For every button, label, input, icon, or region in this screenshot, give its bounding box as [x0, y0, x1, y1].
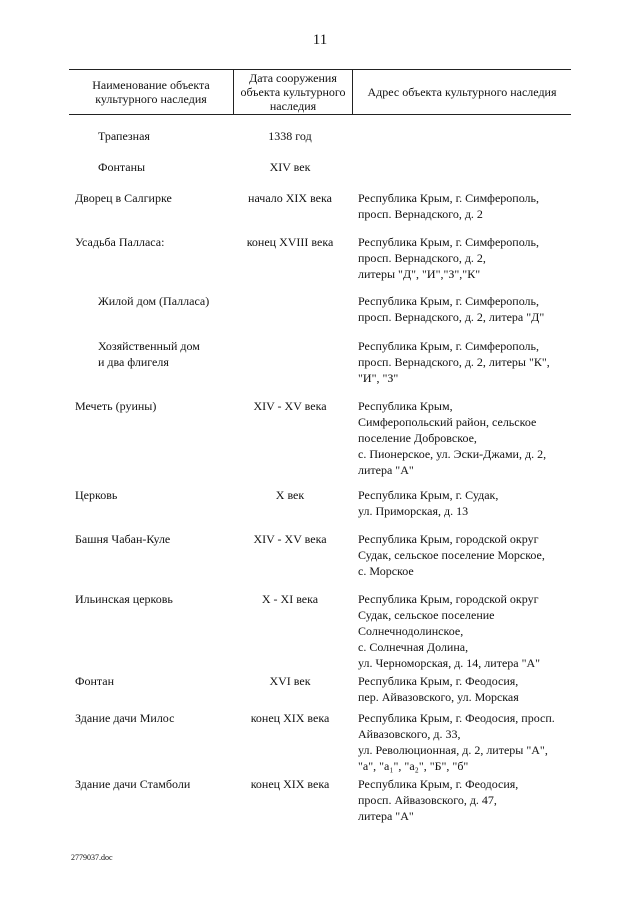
- address-line: просп. Вернадского, д. 2, литера "Д": [358, 310, 545, 324]
- header-date-column: [235, 71, 351, 113]
- header-date-line: Дата сооружения: [249, 71, 337, 85]
- object-address: [358, 398, 578, 478]
- object-name-line: Хозяйственный дом: [98, 339, 200, 353]
- address-line: Республика Крым, г. Симферополь,: [358, 191, 539, 205]
- address-line: Республика Крым,: [358, 399, 453, 413]
- address-line: литера "А": [358, 463, 414, 477]
- object-name: Ильинская церковь: [75, 592, 173, 606]
- header-address-column: [354, 85, 570, 99]
- address-line: ул. Черноморская, д. 14, литера "А": [358, 656, 541, 670]
- object-name: Дворец в Салгирке: [75, 191, 172, 205]
- construction-date: XVI век: [269, 674, 311, 688]
- object-address: [358, 487, 578, 519]
- page-number: 11: [312, 32, 328, 48]
- address-line: Судак, сельское поселение Морское,: [358, 548, 545, 562]
- construction-date: XIV век: [269, 160, 311, 174]
- construction-date: X век: [275, 488, 305, 502]
- object-name-line: и два флигеля: [98, 355, 169, 369]
- address-line: Республика Крым, г. Симферополь,: [358, 339, 539, 353]
- address-line: литеры "Д", "И","З","К": [358, 267, 481, 281]
- address-line: ул. Приморская, д. 13: [358, 504, 469, 518]
- construction-date: 1338 год: [268, 129, 312, 143]
- address-line: Солнечнодолинское,: [358, 624, 464, 638]
- address-line: Судак, сельское поселение: [358, 608, 495, 622]
- address-line: Республика Крым, г. Симферополь,: [358, 294, 539, 308]
- header-column-separator: [233, 69, 234, 114]
- address-line: Республика Крым, г. Судак,: [358, 488, 499, 502]
- address-line: с. Морское: [358, 564, 414, 578]
- address-line: просп. Вернадского, д. 2,: [358, 251, 486, 265]
- object-name: Здание дачи Стамболи: [75, 777, 191, 791]
- address-line: ул. Революционная, д. 2, литеры "А",: [358, 743, 548, 757]
- address-line: пер. Айвазовского, ул. Морская: [358, 690, 519, 704]
- object-name: Трапезная: [98, 129, 150, 143]
- address-line: просп. Айвазовского, д. 47,: [358, 793, 497, 807]
- construction-date: XIV - XV века: [253, 399, 327, 413]
- object-name: Башня Чабан-Куле: [75, 532, 171, 546]
- header-name-column: [71, 78, 231, 106]
- address-line: Республика Крым, г. Феодосия, просп.: [358, 711, 555, 725]
- construction-date: X - XI века: [261, 592, 319, 606]
- table-header-rule: [69, 114, 571, 115]
- address-line: просп. Вернадского, д. 2: [358, 207, 483, 221]
- address-line: Симферопольский район, сельское: [358, 415, 537, 429]
- object-address: [358, 531, 578, 579]
- address-line: Республика Крым, городской округ: [358, 592, 539, 606]
- header-name-line: культурного наследия: [95, 92, 207, 106]
- header-address-label: Адрес объекта культурного наследия: [367, 85, 557, 99]
- table-top-rule: [69, 69, 571, 70]
- address-line: Республика Крым, г. Феодосия,: [358, 777, 519, 791]
- object-name: Здание дачи Милос: [75, 711, 175, 725]
- construction-date: конец XIX века: [250, 711, 330, 725]
- object-name: Фонтан: [75, 674, 115, 688]
- header-name-line: Наименование объекта: [92, 78, 210, 92]
- construction-date: конец XIX века: [250, 777, 330, 791]
- object-address: [358, 293, 578, 325]
- object-name: Церковь: [75, 488, 118, 502]
- construction-date: начало XIX века: [248, 191, 332, 205]
- object-address: [358, 776, 578, 824]
- object-name: Фонтаны: [98, 160, 146, 174]
- object-name: [98, 338, 200, 370]
- object-address: [358, 234, 578, 282]
- address-line: просп. Вернадского, д. 2, литеры "К",: [358, 355, 550, 369]
- document-filename: 2779037.doc: [71, 853, 113, 862]
- address-line: Республика Крым, г. Феодосия,: [358, 674, 519, 688]
- object-address: [358, 673, 578, 705]
- address-line: Айвазовского, д. 33,: [358, 727, 461, 741]
- header-date-line: объекта культурного: [240, 85, 346, 99]
- object-address: [358, 591, 578, 671]
- address-line: литера "А": [358, 809, 414, 823]
- construction-date: конец XVIII века: [246, 235, 334, 249]
- address-line: Республика Крым, городской округ: [358, 532, 539, 546]
- address-line: с. Пионерское, ул. Эски-Джами, д. 2,: [358, 447, 547, 461]
- object-name: Усадьба Палласа:: [75, 235, 165, 249]
- address-line: Республика Крым, г. Симферополь,: [358, 235, 539, 249]
- header-date-line: наследия: [269, 99, 317, 113]
- address-line: "И", "З": [358, 371, 399, 385]
- header-column-separator: [352, 69, 353, 114]
- address-line: "а", "а₁", "а₂", "Б", "б": [358, 759, 469, 773]
- object-name: Мечеть (руины): [75, 399, 157, 413]
- object-address: [358, 338, 578, 386]
- object-address: [358, 190, 578, 222]
- object-address: [358, 710, 578, 774]
- construction-date: XIV - XV века: [253, 532, 327, 546]
- address-line: с. Солнечная Долина,: [358, 640, 469, 654]
- object-name: Жилой дом (Палласа): [98, 294, 210, 308]
- address-line: поселение Добровское,: [358, 431, 477, 445]
